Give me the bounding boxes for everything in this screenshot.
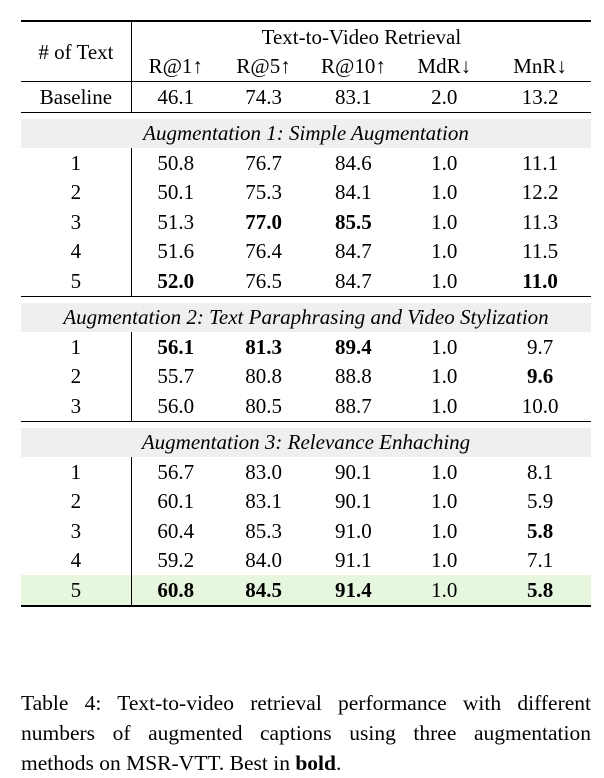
value-cell: 83.0 [245,459,282,484]
value-cell: 77.0 [245,209,282,234]
value-cell: 11.0 [522,268,558,293]
value-cell: 76.7 [245,150,282,175]
value-cell: 13.2 [489,82,591,113]
value-cell: 50.8 [157,150,195,175]
section-title-row [21,119,591,149]
value-cell: 12.2 [521,180,559,205]
value-cell: 56.1 [157,334,195,359]
baseline-row [21,82,591,113]
value-cell: 1.0 [431,150,458,175]
value-cell: 84.7 [335,268,372,293]
value-cell: 50.1 [157,180,195,205]
value-cell: 88.8 [335,364,372,389]
value-cell: 84.6 [335,150,372,175]
value-cell: 10.0 [521,393,559,418]
column-header-cell: R@5↑ [236,54,291,79]
table-row [21,487,591,517]
value-cell: 7.1 [526,548,554,573]
value-cell: 52.0 [157,268,195,293]
row-label-cell: 2 [21,487,131,517]
value-cell: 84.1 [335,180,372,205]
value-cell: 90.1 [335,489,372,514]
table-row [21,178,591,208]
value-cell: 9.7 [526,334,554,359]
value-cell: 56.7 [157,459,195,484]
value-cell: 84.5 [220,575,308,606]
value-cell: 1.0 [431,334,458,359]
table-row [21,546,591,576]
value-cell: 75.3 [245,180,282,205]
row-label-cell: 4 [21,546,131,576]
table-row [21,575,591,606]
value-cell: 90.1 [335,459,372,484]
results-table [21,20,591,607]
value-cell: 60.8 [131,575,219,606]
value-cell: 88.7 [335,393,372,418]
value-cell: 1.0 [431,364,458,389]
value-cell: 2.0 [399,82,489,113]
value-cell: 1.0 [399,575,489,606]
section-title-row [21,428,591,458]
row-header-cell: # of Text [21,21,131,82]
value-cell: 85.5 [335,209,372,234]
value-cell: 84.0 [245,548,282,573]
table-row [21,266,591,296]
table-row [21,516,591,546]
column-header-cell: R@1↑ [148,54,203,79]
value-cell: 74.3 [220,82,308,113]
column-header-cell: MnR↓ [513,54,567,79]
value-cell: 5.9 [526,489,554,514]
table-row [21,391,591,421]
caption-bold-word: bold [295,750,336,775]
section-title-row [21,303,591,333]
value-cell: 1.0 [431,239,458,264]
value-cell: 51.6 [157,239,195,264]
value-cell: 59.2 [157,548,195,573]
value-cell: 1.0 [431,459,458,484]
table-row [21,148,591,178]
value-cell: 76.4 [245,239,282,264]
value-cell: 91.0 [335,518,372,543]
value-cell: 11.1 [522,150,559,175]
table-caption [21,688,591,778]
row-label-cell: 3 [21,391,131,421]
row-label-cell: 2 [21,362,131,392]
row-label-cell: 5 [21,575,131,606]
table-row [21,207,591,237]
row-label-cell: Baseline [21,82,131,113]
table-row [21,237,591,267]
value-cell: 60.1 [157,489,195,514]
row-label-cell: 1 [21,148,131,178]
value-cell: 91.4 [307,575,399,606]
value-cell: 76.5 [245,268,282,293]
caption-text: Table 4: Text-to-video retrieval performance with different numbers of augmented captions using three augmentation methods on MSR-VTT. Best in [21,690,591,775]
caption-end: . [335,750,342,775]
column-header-cell: R@10↑ [320,54,386,79]
value-cell: 1.0 [431,268,458,293]
value-cell: 5.8 [489,575,591,606]
row-label-cell: 1 [21,457,131,487]
value-cell: 1.0 [431,209,458,234]
value-cell: 1.0 [431,518,458,543]
value-cell: 56.0 [157,393,195,418]
value-cell: 55.7 [157,364,195,389]
value-cell: 80.5 [245,393,282,418]
value-cell: 81.3 [245,334,282,359]
value-cell: 51.3 [157,209,195,234]
value-cell: 1.0 [431,548,458,573]
value-cell: 89.4 [335,334,372,359]
value-cell: 1.0 [431,393,458,418]
column-header-cell: MdR↓ [417,54,472,79]
table-row [21,332,591,362]
value-cell: 60.4 [157,518,195,543]
value-cell: 80.8 [245,364,282,389]
value-cell: 9.6 [526,364,554,389]
value-cell: 83.1 [307,82,399,113]
value-cell: 85.3 [245,518,282,543]
section-title-cell: Augmentation 1: Simple Augmentation [21,119,591,149]
row-label-cell: 3 [21,207,131,237]
value-cell: 11.3 [522,209,559,234]
table-body [21,21,591,606]
value-cell: 46.1 [131,82,219,113]
row-label-cell: 1 [21,332,131,362]
row-label-cell: 3 [21,516,131,546]
table-row [21,362,591,392]
section-title-cell: Augmentation 2: Text Paraphrasing and Video Stylization [21,303,591,333]
value-cell: 1.0 [431,180,458,205]
value-cell: 5.8 [526,518,554,543]
section-title-cell: Augmentation 3: Relevance Enhaching [21,428,591,458]
value-cell: 11.5 [522,239,559,264]
row-label-cell: 4 [21,237,131,267]
row-label-cell: 2 [21,178,131,208]
table-row [21,457,591,487]
row-label-cell: 5 [21,266,131,296]
value-cell: 1.0 [431,489,458,514]
value-cell: 91.1 [335,548,372,573]
header-row-group [21,21,591,52]
value-cell: 83.1 [245,489,282,514]
value-cell: 8.1 [526,459,554,484]
group-header-cell: Text-to-Video Retrieval [131,21,591,52]
value-cell: 84.7 [335,239,372,264]
